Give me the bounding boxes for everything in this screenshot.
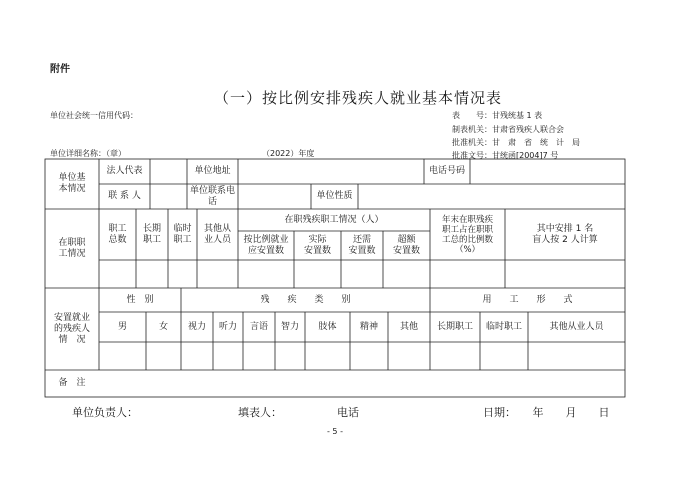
blind-note: 其中安排 1 名 盲人按 2 人计算 — [532, 223, 598, 245]
remarks-label: 备 注 — [58, 378, 86, 388]
filler-label: 填表人： — [238, 406, 282, 419]
should-place-header: 按比例就业 应安置数 — [243, 234, 289, 256]
date-label: 日期： 年 月 日 — [483, 406, 610, 419]
approval-number: 批准文号：甘统函[2004]7 号 — [452, 151, 559, 160]
legal-rep-label: 法人代表 — [106, 166, 143, 176]
report-year: （2022）年度 — [262, 149, 315, 158]
approval-agency: 批准机关：甘 肃 省 统 计 局 — [452, 138, 580, 147]
unit-name-label: 单位详细名称：（章） — [50, 149, 126, 158]
contact-label: 联 系 人 — [108, 191, 141, 201]
limb-header: 肢体 — [318, 321, 337, 332]
contact-phone-label: 单位联系电话 — [189, 185, 235, 207]
need-place-header: 还需 安置数 — [348, 234, 376, 256]
staff-section-label: 在职职 工情况 — [58, 237, 86, 259]
male-header: 男 — [117, 321, 127, 332]
gender-header: 性 别 — [126, 294, 154, 305]
vision-header: 视力 — [187, 321, 206, 332]
over-place-header: 超额 安置数 — [392, 234, 420, 256]
table-number: 表 号：甘残统基 1 表 — [452, 111, 543, 120]
other-disability-header: 其他 — [399, 321, 418, 332]
speech-header: 言语 — [249, 321, 268, 332]
page-title: （一）按比例安排残疾人就业基本情况表 — [214, 89, 503, 107]
longterm-staff-header: 长期 职工 — [142, 223, 161, 245]
disability-type-header: 残 疾 类 别 — [260, 294, 351, 305]
employment-form-header: 用 工 形 式 — [482, 294, 573, 305]
ratio-header: 年末在职残疾 职工占在职职 工总的比例数 （%） — [441, 214, 493, 255]
temp-staff-header: 临时 职工 — [173, 223, 192, 245]
placement-section-label: 安置就业 的残疾人 情 况 — [53, 312, 90, 345]
mental-header: 精神 — [359, 321, 378, 332]
other-staff-header: 其他从 业人员 — [203, 223, 231, 245]
phone-footer-label: 电话 — [337, 406, 359, 419]
formal-staff-header: 职工 总数 — [108, 223, 127, 245]
credit-code-label: 单位社会统一信用代码： — [50, 111, 138, 120]
annex-label: 附件 — [50, 64, 70, 75]
responsible-label: 单位负责人： — [72, 406, 138, 419]
female-header: 女 — [158, 321, 168, 332]
unit-nature-label: 单位性质 — [316, 191, 353, 201]
temp-employee-header: 临时职工 — [485, 321, 522, 332]
page-number: - 5 - — [327, 427, 343, 436]
other-employee-header: 其他从业人员 — [549, 321, 604, 332]
phone-label: 电话号码 — [428, 166, 465, 176]
maker-agency: 制表机关：甘肃省残疾人联合会 — [452, 125, 564, 134]
actual-place-header: 实际 安置数 — [303, 234, 331, 256]
hearing-header: 听力 — [218, 321, 237, 332]
disabled-staff-header: 在职残疾职工情况（人） — [284, 214, 384, 225]
basic-section-label: 单位基 本情况 — [58, 173, 86, 194]
longterm-employee-header: 长期职工 — [436, 321, 473, 332]
address-label: 单位地址 — [194, 166, 231, 176]
intellect-header: 智力 — [280, 321, 299, 332]
